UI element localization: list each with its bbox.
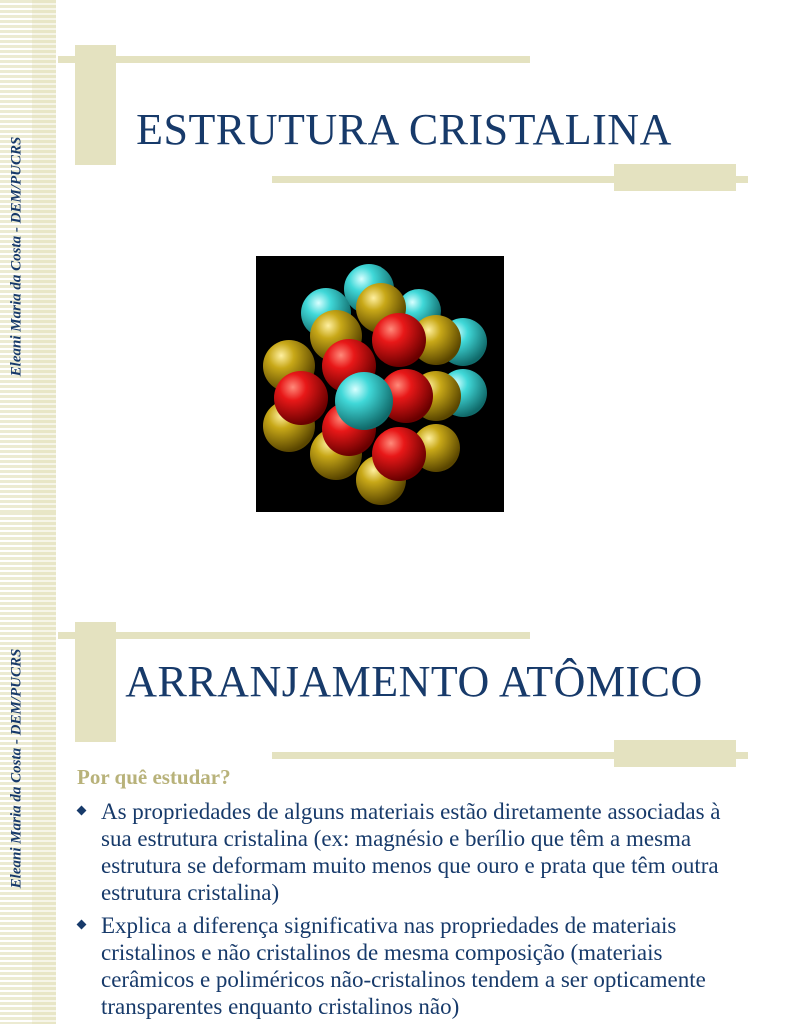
slide-2 (0, 512, 768, 1024)
diamond-bullet-icon (77, 806, 87, 816)
side-credit (4, 512, 30, 1024)
bullet-text: Explica a diferença significativa nas propriedades de materiais cristalinos e não cristalinos de mesma composição (materiais cerâmicos e poliméricos não-cristalinos tendem a ser opticamente transparentes enquanto cristalinos não) (101, 913, 706, 1019)
left-decorative-band-inner (32, 0, 56, 512)
section-subtitle: Por quê estudar? (77, 765, 231, 789)
crystal-lattice-icon (256, 256, 504, 514)
list-item (75, 798, 745, 906)
bullet-text: As propriedades de alguns materiais estão diretamente associadas à sua estrutura cristalina (ex: magnésio e berílio que têm a mesma estrutura se deformam muito menos que ouro e prata que têm outra estrutura cristalina) (101, 799, 721, 905)
side-credit (4, 0, 30, 512)
left-decorative-band-inner (32, 512, 56, 1024)
crystal-lattice-image (256, 256, 504, 514)
slide-1 (0, 0, 768, 512)
side-credit-text: Eleani Maria da Costa - DEM/PUCRS (8, 648, 25, 888)
slide-title: ESTRUTURA CRISTALINA (136, 105, 672, 154)
side-credit-text: Eleani Maria da Costa - DEM/PUCRS (8, 136, 25, 376)
top-decorative-line (58, 56, 530, 63)
bottom-decorative-block (614, 164, 736, 191)
diamond-bullet-icon (77, 920, 87, 930)
list-item (75, 912, 745, 1020)
bullet-list (75, 798, 745, 1026)
slide-title: ARRANJAMENTO ATÔMICO (125, 657, 703, 706)
top-decorative-line (58, 632, 530, 639)
bottom-decorative-block (614, 740, 736, 767)
